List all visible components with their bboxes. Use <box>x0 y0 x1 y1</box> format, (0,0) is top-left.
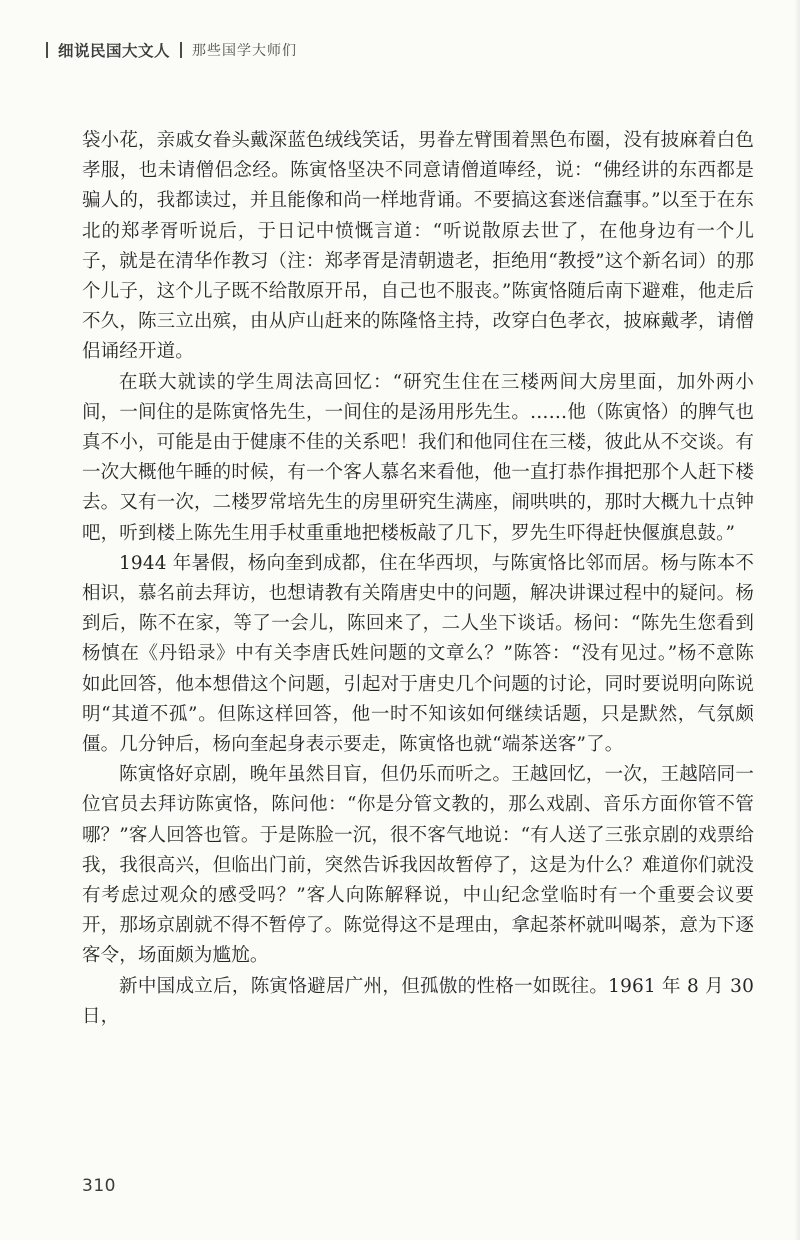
running-header <box>46 38 297 62</box>
paragraph-5: 新中国成立后，陈寅恪避居广州，但孤傲的性格一如既往。1961 年 8 月 30 日， <box>82 975 754 1027</box>
page-edge-shadow <box>794 0 800 1240</box>
paragraph-1: 袋小花，亲戚女眷头戴深蓝色绒线笑话，男眷左臂围着黑色布圈，没有披麻着白色孝服，也未请僧侣念经。陈寅恪坚决不同意请僧道唪经，说：“佛经讲的东西都是骗人的，我都读过，并且能像和尚一样地背诵。不要搞这套迷信蠢事。”以至于在东北的郑孝胥听说后，于日记中愤慨言道：“听说散原去世了，在他身边有一个儿子，就是在清华作教习（注：郑孝胥是清朝遗老，拒绝用“教授”这个新名词）的那个儿子，这个儿子既不给散原开吊，自己也不服丧。”陈寅恪随后南下避难，他走后不久，陈三立出殡，由从庐山赶来的陈隆恪主持，改穿白色孝衣，披麻戴孝，请僧侣诵经开道。 <box>82 130 754 363</box>
body-text <box>82 126 754 1032</box>
page-number: 310 <box>82 1176 116 1196</box>
paragraph-2: 在联大就读的学生周法高回忆：“研究生住在三楼两间大房里面，加外两小间，一间住的是陈寅恪先生，一间住的是汤用彤先生。……他（陈寅恪）的脾气也真不小，可能是由于健康不佳的关系吧！我们和他同住在三楼，彼此从不交谈。有一次大概他午睡的时候，有一个客人慕名来看他，他一直打恭作揖把那个人赶下楼去。又有一次，二楼罗常培先生的房里研究生满座，闹哄哄的，那时大概九十点钟吧，听到楼上陈先生用手杖重重地把楼板敲了几下，罗先生吓得赶快偃旗息鼓。” <box>82 371 754 544</box>
header-separator-bar <box>180 42 182 58</box>
header-left-bar <box>46 42 48 58</box>
paragraph-4: 陈寅恪好京剧，晚年虽然目盲，但仍乐而听之。王越回忆，一次，王越陪同一位官员去拜访陈寅恪，陈问他：“你是分管文教的，那么戏剧、音乐方面你管不管哪？”客人回答也管。于是陈脸一沉，很不客气地说：“有人送了三张京剧的戏票给我，我很高兴，但临出门前，突然告诉我因故暂停了，这是为什么？难道你们就没有考虑过观众的感受吗？”客人向陈解释说，中山纪念堂临时有一个重要会议要开，那场京剧就不得不暂停了。陈觉得这不是理由，拿起茶杯就叫喝茶，意为下逐客令，场面颇为尴尬。 <box>82 764 754 967</box>
chapter-title: 那些国学大师们 <box>192 43 298 59</box>
paragraph-3: 1944 年暑假，杨向奎到成都，住在华西坝，与陈寅恪比邻而居。杨与陈本不相识，慕名前去拜访，也想请教有关隋唐史中的问题，解决讲课过程中的疑问。杨到后，陈不在家，等了一会儿，陈回来了，二人坐下谈话。杨问：“陈先生您看到杨慎在《丹铅录》中有关李唐氏姓问题的文章么？”陈答：“没有见过。”杨不意陈如此回答，他本想借这个问题，引起对于唐史几个问题的讨论，同时要说明向陈说明“其道不孤”。但陈这样回答，他一时不知该如何继续话题，只是默然，气氛颇僵。几分钟后，杨向奎起身表示要走，陈寅恪也就“端茶送客”了。 <box>82 552 754 756</box>
book-title: 细说民国大文人 <box>58 42 171 60</box>
